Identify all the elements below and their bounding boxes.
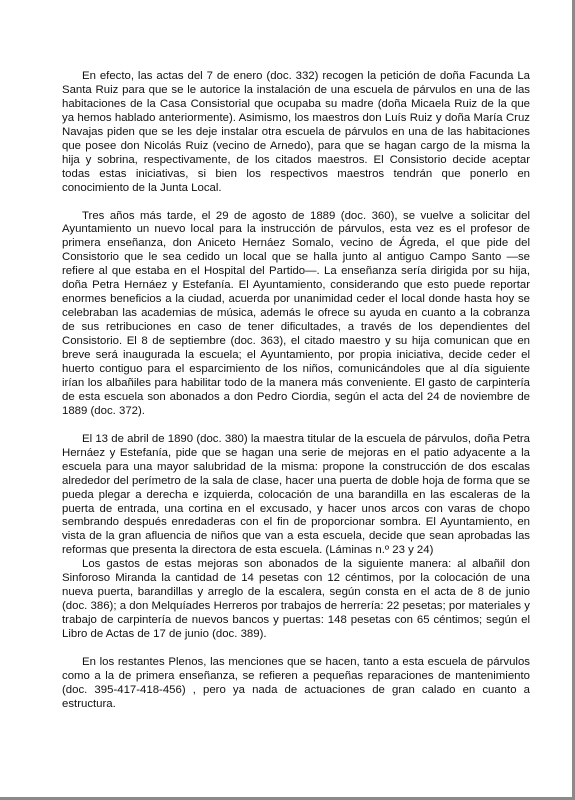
paragraph-5: En los restantes Plenos, las menciones que se hacen, tanto a esta escuela de párvulos como a la de primera enseñanza, se refieren a pequeñas reparaciones de mantenimiento (doc. 395-417-418-456) , pero ya nada de actuaciones de gran calado en cuanto a estructura. <box>62 655 530 710</box>
paragraph-3: El 13 de abril de 1890 (doc. 380) la maestra titular de la escuela de párvulos, doña Petra Hernáez y Estefanía, pide que se hagan una serie de mejoras en el patio adyacente a la escuela para una mayor salubridad de la misma: propone la construcción de dos escalas alrededor del perímetro de la sala de clase, hacer una puerta de doble hoja de forma que se pueda plegar a derecha e izquierda, colocación de una barandilla en las escaleras de la puerta de entrada, una cortina en el excusado, y hacer unos arcos con varas de chopo sembrando después enredaderas con el fin de proporcionar sombra. El Ayuntamiento, en vista de la gran afluencia de niños que van a esta escuela, decide que sean aprobadas las reformas que presenta la directora de esta escuela. (Láminas n.º 23 y 24) <box>62 432 530 557</box>
document-body <box>62 70 530 712</box>
paragraph-1: En efecto, las actas del 7 de enero (doc. 332) recogen la petición de doña Facunda La Santa Ruiz para que se le autorice la instalación de una escuela de párvulos en una de las habitaciones de la Casa Consistorial que ocupaba su madre (doña Micaela Ruiz de la que ya hemos hablado anteriormente). Asimismo, los maestros don Luís Ruiz y doña María Cruz Navajas piden que se les deje instalar otra escuela de párvulos en una de las habitaciones que posee don Nicolás Ruiz (vecino de Arnedo), para que se hagan cargo de la misma la hija y sobrina, respectivamente, de los citados maestros. El Consistorio decide aceptar todas estas iniciativas, si bien los respectivos maestros tendrán que ponerlo en conocimiento de la Junta Local. <box>62 70 530 194</box>
paragraph-2: Tres años más tarde, el 29 de agosto de 1889 (doc. 360), se vuelve a solicitar del Ayuntamiento un nuevo local para la instrucción de párvulos, esta vez es el profesor de primera enseñanza, don Aniceto Hernáez Somalo, vecino de Ágreda, el que pide del Consistorio que le sea cedido un local que se halla junto al antiguo Campo Santo —se refiere al que estaba en el Hospital del Partido—. La enseñanza sería dirigida por su hija, doña Petra Hernáez y Estefanía. El Ayuntamiento, considerando que esto puede reportar enormes beneficios a la ciudad, acuerda por unanimidad ceder el local donde hasta hoy se celebraban las academias de música, además le ofrece su ayuda en cuanto a la cobranza de sus retribuciones en caso de tener dificultades, a través de los dependientes del Consistorio. El 8 de septiembre (doc. 363), el citado maestro y su hija comunican que en breve será inaugurada la escuela; el Ayuntamiento, por propia iniciativa, decide ceder el huerto contiguo para el esparcimiento de los niños, comunicándoles que al día siguiente irían los albañiles para habilitar todo de la manera más conveniente. El gasto de carpintería de esta escuela son abonados a don Pedro Ciordia, según el acta del 24 de noviembre de 1889 (doc. 372). <box>62 209 530 417</box>
paragraph-4: Los gastos de estas mejoras son abonados de la siguiente manera: al albañil don Sinforoso Miranda la cantidad de 14 pesetas con 12 céntimos, por la colocación de una nueva puerta, barandillas y arreglo de la escalera, según consta en el acta de 8 de junio (doc. 386); a don Melquíades Herreros por trabajos de herrería: 22 pesetas; por materiales y trabajo de carpintería de nuevos bancos y puertas: 148 pesetas con 65 céntimos; según el Libro de Actas de 17 de junio (doc. 389). <box>62 558 530 641</box>
